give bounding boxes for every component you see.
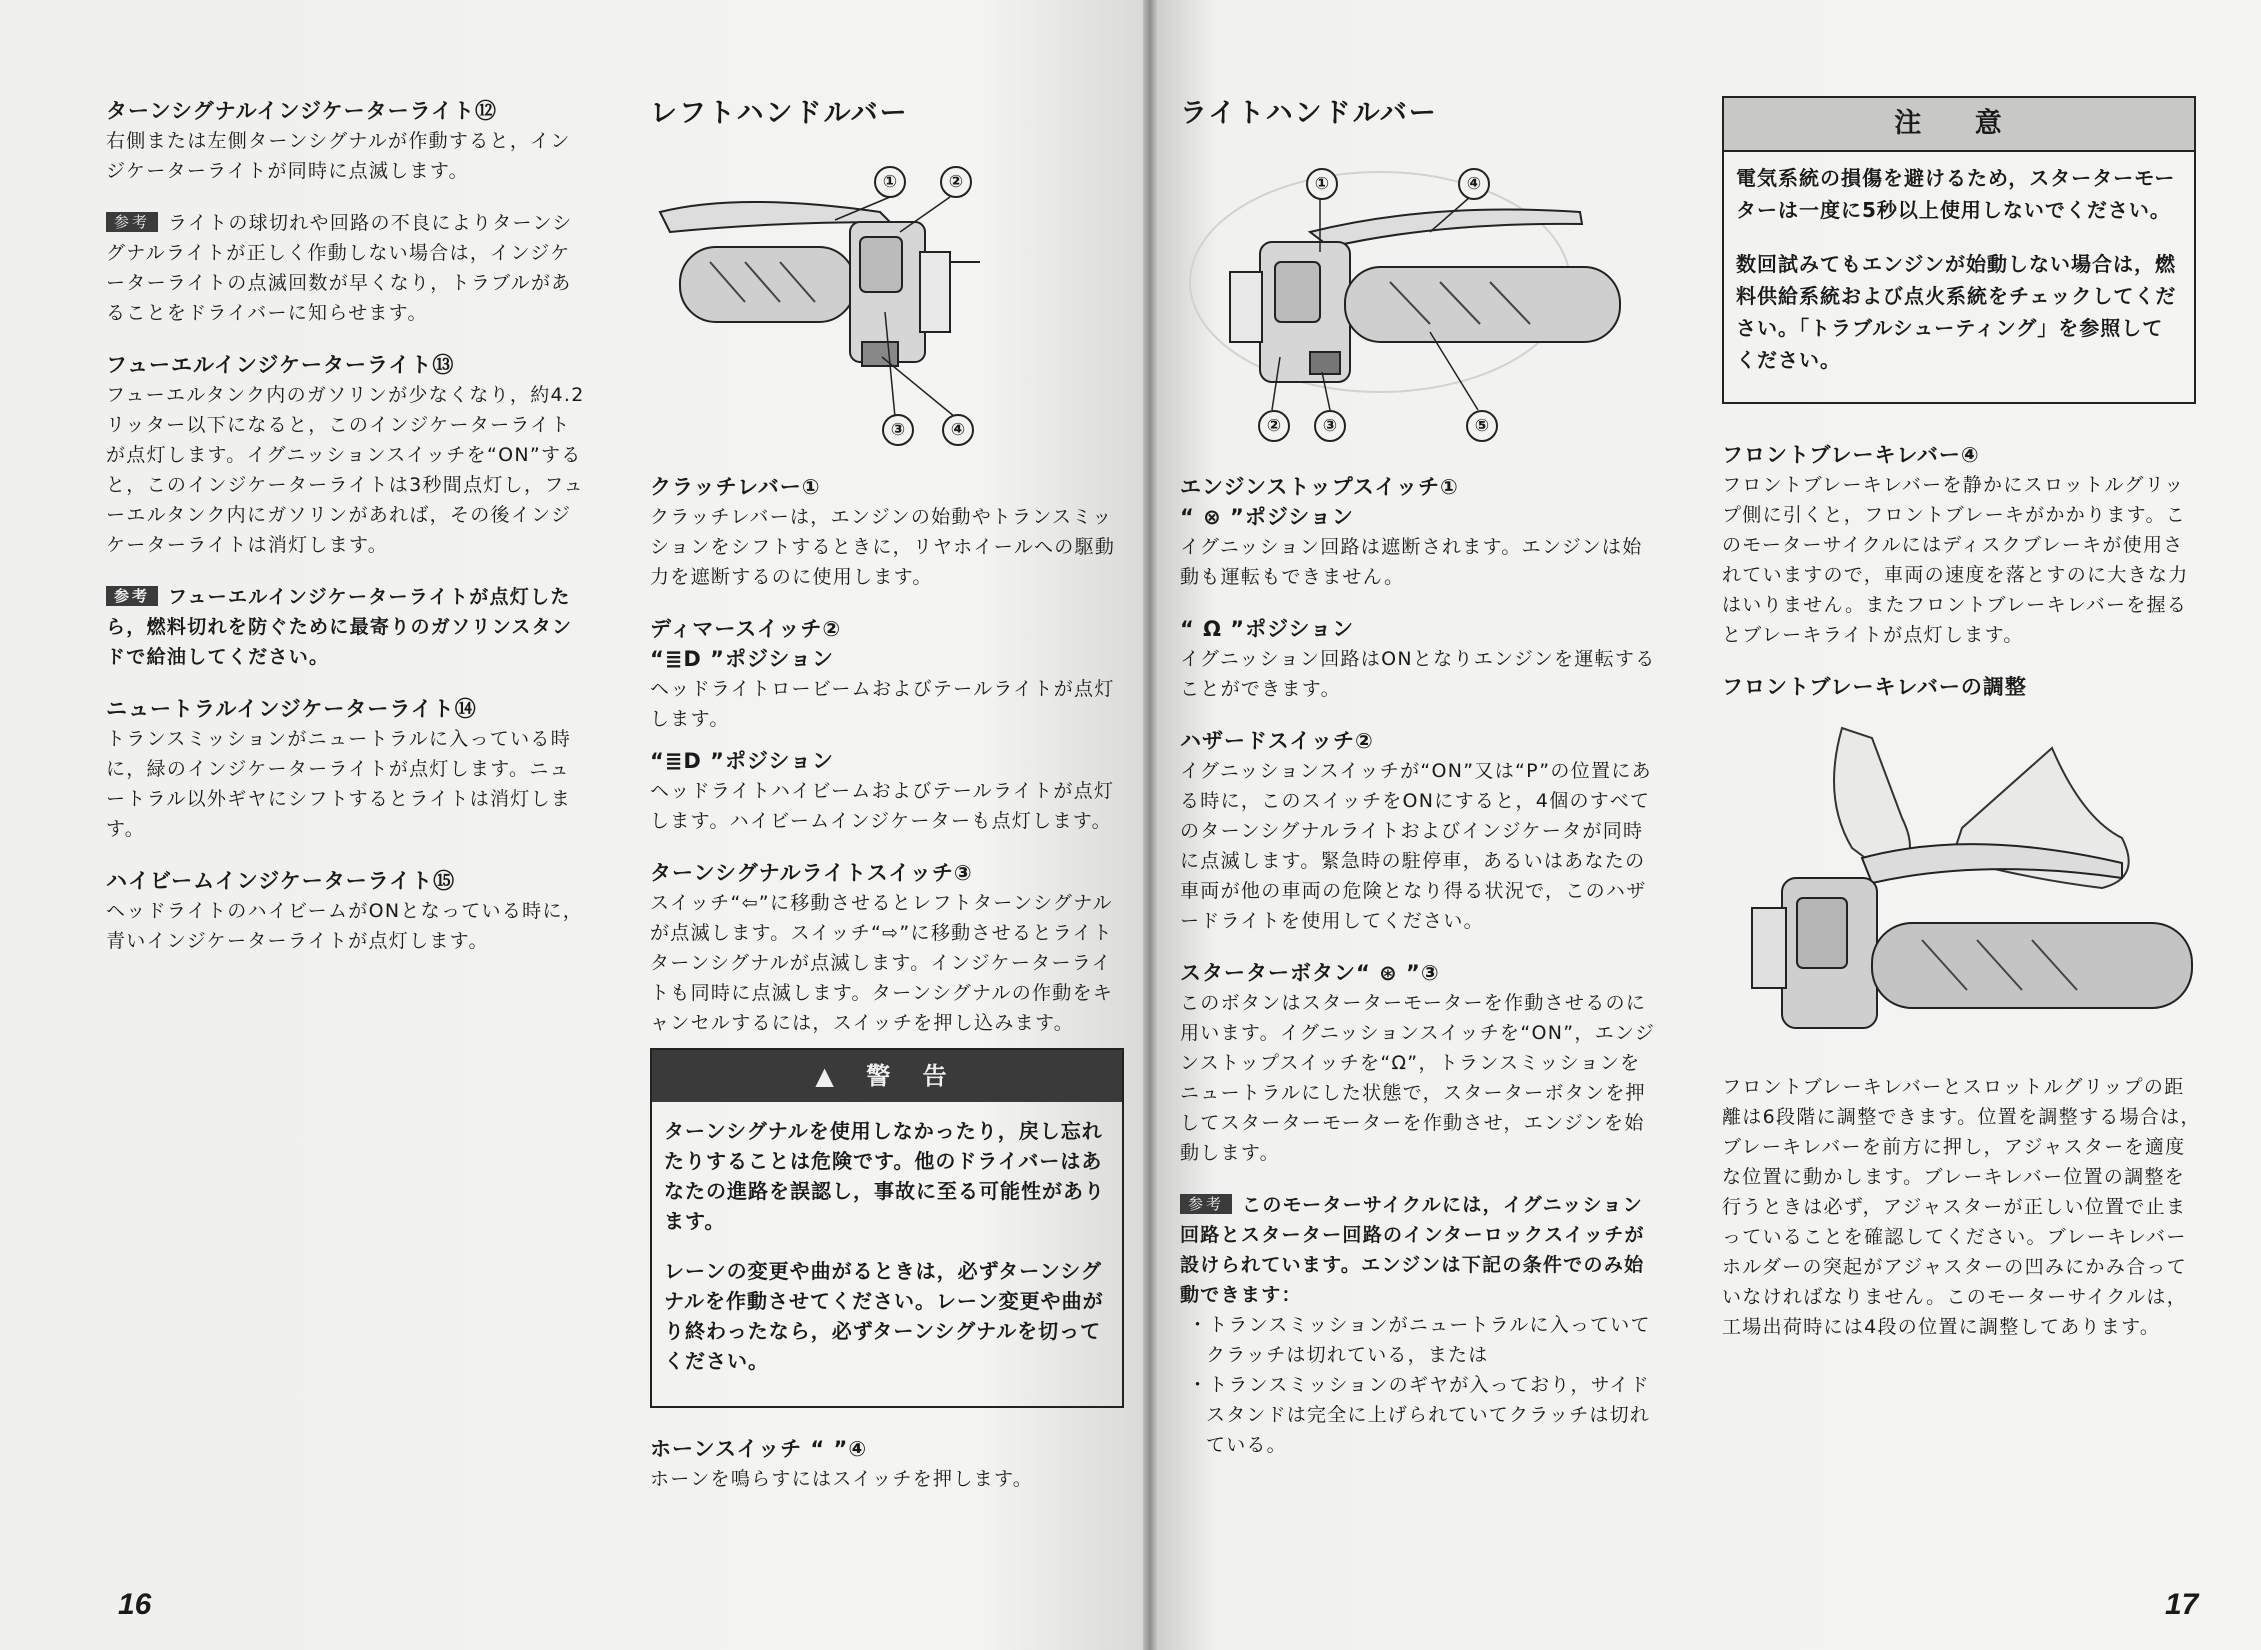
highbeam-indicator-body: ヘッドライトのハイビームがONとなっている時に，青いインジケーターライトが点灯します。: [106, 900, 584, 952]
high-beam-position: “≣D ”ポジション: [650, 749, 834, 773]
callout-5: ⑤: [1466, 410, 1498, 442]
brake-adjust-drawing: [1722, 708, 2202, 1048]
callout-4: ④: [942, 414, 974, 446]
horn-switch-body: ホーンを鳴らすにはスイッチを押します。: [650, 1468, 1034, 1490]
interlock-bullet-2: ・トランスミッションのギヤが入っており，サイドスタンドは完全に上げられていてクラッチは切れている。: [1188, 1374, 1651, 1456]
right-handlebar-title: ライトハンドルバー: [1180, 98, 1438, 129]
run-body: イグニッション回路はONとなりエンジンを運転することができます。: [1180, 648, 1656, 700]
warning-header: ▲ 警 告: [652, 1050, 1122, 1102]
note-tag: 参考: [1180, 1194, 1232, 1214]
neutral-indicator-title: ニュートラルインジケーターライト⑭: [106, 697, 477, 721]
turn-switch-body: スイッチ“⇦”に移動させるとレフトターンシグナルが点滅します。スイッチ“⇨”に移動させるとライトターンシグナルが点滅します。インジケーターライトも同時に点滅します。ターンシグナルの作動をキャンセルするには，スイッチを押し込みます。: [650, 892, 1114, 1034]
callout-2: ②: [1258, 410, 1290, 442]
fuel-indicator-body: フューエルタンク内のガソリンが少なくなり，約4.2リッター以下になると，このインジケーターライトが点灯します。イグニッションスイッチを“ON”すると，このインジケーターライトは3秒間点灯し，フューエルタンク内にガソリンがあれば，その後インジケーターライトは消灯します。: [106, 384, 585, 556]
callout-4: ④: [1458, 168, 1490, 200]
turn-indicator-title: ターンシグナルインジケーターライト⑫: [106, 99, 497, 123]
high-beam-body: ヘッドライトハイビームおよびテールライトが点灯します。ハイビームインジケーターも点灯します。: [650, 780, 1115, 832]
note-tag: 参考: [106, 586, 158, 606]
column-4: [1722, 96, 2202, 1364]
brake-adjust-title: フロントブレーキレバーの調整: [1722, 675, 2027, 699]
column-2: [650, 96, 1130, 1516]
turn-indicator-note: [106, 208, 586, 328]
callout-1: ①: [1306, 168, 1338, 200]
starter-button-title: スターターボタン“ ⊛ ”③: [1180, 961, 1440, 985]
clutch-lever-body: クラッチレバーは，エンジンの始動やトランスミッションをシフトするときに，リヤホイールへの駆動力を遮断するのに使用します。: [650, 506, 1116, 588]
fuel-indicator-note: [106, 582, 586, 672]
off-body: イグニッション回路は遮断されます。エンジンは始動も運転もできません。: [1180, 536, 1643, 588]
dimmer-switch-title: ディマースイッチ②: [650, 617, 842, 641]
page-number-left: 16: [118, 1588, 152, 1621]
caution-box: [1722, 96, 2196, 404]
run-position: “ Ω ”ポジション: [1180, 617, 1355, 641]
page-number-right: 17: [2165, 1588, 2199, 1621]
turn-indicator-body: 右側または左側ターンシグナルが作動すると，インジケーターライトが同時に点滅します。: [106, 130, 571, 182]
turn-switch-title: ターンシグナルライトスイッチ③: [650, 861, 973, 885]
right-handlebar-drawing: [1180, 152, 1660, 452]
warning-paragraph-1: ターンシグナルを使用しなかったり，戻し忘れたりすることは危険です。他のドライバーはあなたの進路を誤認し，事故に至る可能性があります。: [664, 1119, 1105, 1233]
warning-paragraph-2: レーンの変更や曲がるときは，必ずターンシグナルを作動させてください。レーン変更や曲がり終わったなら，必ずターンシグナルを切ってください。: [664, 1259, 1104, 1373]
caution-paragraph-1: 電気系統の損傷を避けるため，スターターモーターは一度に5秒以上使用しないでください。: [1736, 166, 2176, 222]
engine-stop-title: エンジンストップスイッチ①: [1180, 475, 1459, 499]
turn-indicator-note-text: ライトの球切れや回路の不良によりターンシグナルライトが正しく作動しない場合は，インジケーターライトの点滅回数が早くなり，トラブルがあることをドライバーに知らせます。: [106, 212, 573, 324]
book-gutter: [1143, 0, 1157, 1650]
interlock-note-text: このモーターサイクルには，イグニッション回路とスターター回路のインターロックスイッチが設けられています。エンジンは下記の条件でのみ始動できます：: [1180, 1194, 1645, 1306]
hazard-switch-body: イグニッションスイッチが“ON”又は“P”の位置にある時に，このスイッチをONにすると，4個のすべてのターンシグナルライトおよびインジケータが同時に点滅します。緊急時の駐停車，あるいはあなたの車両が他の車両の危険となり得る状況で，このハザードライトを使用してください。: [1180, 760, 1652, 932]
off-position: “ ⊗ ”ポジション: [1180, 505, 1354, 529]
note-tag: 参考: [106, 212, 158, 232]
callout-2: ②: [940, 166, 972, 198]
warning-box: [650, 1048, 1124, 1408]
front-brake-title: フロントブレーキレバー④: [1722, 443, 1980, 467]
column-1: [106, 96, 586, 978]
front-brake-body: フロントブレーキレバーを静かにスロットルグリップ側に引くと，フロントブレーキがかかります。このモーターサイクルにはディスクブレーキが使用されていますので，車両の速度を落とすのに大きな力はいりません。またフロントブレーキレバーを握るとブレーキライトが点灯します。: [1722, 474, 2189, 646]
low-beam-position: “≣D ”ポジション: [650, 647, 834, 671]
right-handlebar-diagram: [1180, 152, 1660, 452]
horn-switch-title: ホーンスイッチ “ ”④: [650, 1437, 868, 1461]
highbeam-indicator-title: ハイビームインジケーターライト⑮: [106, 869, 456, 893]
callout-1: ①: [874, 166, 906, 198]
callout-3: ③: [882, 414, 914, 446]
caution-paragraph-2: 数回試みてもエンジンが始動しない場合は，燃料供給系統および点火系統をチェックしてください。「トラブルシューティング」を参照してください。: [1736, 252, 2177, 372]
fuel-indicator-title: フューエルインジケーターライト⑬: [106, 353, 455, 377]
neutral-indicator-body: トランスミッションがニュートラルに入っている時に，緑のインジケーターライトが点灯します。ニュートラル以外ギヤにシフトするとライトは消灯します。: [106, 728, 572, 840]
interlock-bullet-1: ・トランスミッションがニュートラルに入っていてクラッチは切れている，または: [1188, 1314, 1651, 1366]
callout-3: ③: [1314, 410, 1346, 442]
column-3: [1180, 96, 1660, 1460]
clutch-lever-title: クラッチレバー①: [650, 475, 821, 499]
left-handlebar-diagram: [650, 152, 1130, 452]
low-beam-body: ヘッドライトロービームおよびテールライトが点灯します。: [650, 678, 1115, 730]
starter-button-body: このボタンはスターターモーターを作動させるのに用います。イグニッションスイッチを“ON”，エンジンストップスイッチを“Ω”，トランスミッションをニュートラルにした状態で，スターターボタンを押してスターターモーターを作動させ，エンジンを始動します。: [1180, 992, 1656, 1164]
left-handlebar-title: レフトハンドルバー: [650, 98, 909, 129]
brake-adjust-body: フロントブレーキレバーとスロットルグリップの距離は6段階に調整できます。位置を調整する場合は，ブレーキレバーを前方に押し，アジャスターを適度な位置に動かします。ブレーキレバー位置の調整を行うときは必ず，アジャスターが正しい位置で止まっていることを確認してください。ブレーキレバーホルダーの突起がアジャスターの凹みにかみ合っていなければなりません。このモーターサイクルは，工場出荷時には4段の位置に調整してあります。: [1722, 1076, 2201, 1338]
hazard-switch-title: ハザードスイッチ②: [1180, 729, 1374, 753]
caution-header: 注 意: [1724, 98, 2194, 152]
brake-adjust-illustration: [1722, 708, 2202, 1048]
interlock-note: [1180, 1190, 1660, 1310]
fuel-indicator-note-text: フューエルインジケーターライトが点灯したら，燃料切れを防ぐために最寄りのガソリンスタンドで給油してください。: [106, 586, 573, 668]
